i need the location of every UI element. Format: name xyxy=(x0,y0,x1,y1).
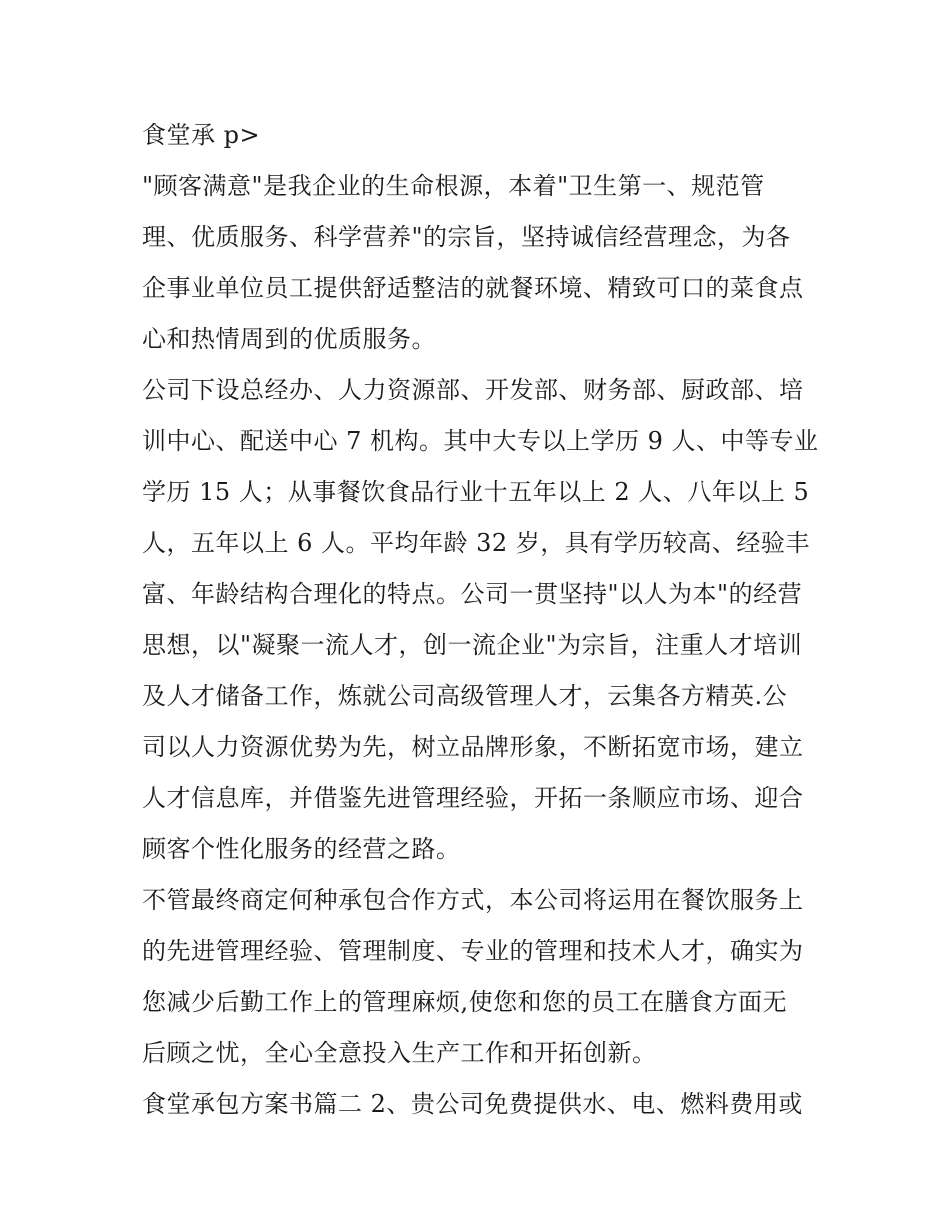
paragraph-line: 理、优质服务、科学营养"的宗旨，坚持诚信经营理念，为各 xyxy=(142,223,791,251)
paragraph-line: "顾客满意"是我企业的生命根源，本着"卫生第一、规范管 xyxy=(142,172,765,200)
paragraph-line: 学历 15 人；从事餐饮食品行业十五年以上 2 人、八年以上 5 xyxy=(142,478,810,506)
paragraph-line: 公司下设总经办、人力资源部、开发部、财务部、厨政部、培 xyxy=(142,376,804,404)
paragraph-line: 思想，以"凝聚一流人才，创一流企业"为宗旨，注重人才培训 xyxy=(142,631,803,659)
paragraph-line: 顾客个性化服务的经营之路。 xyxy=(142,835,461,863)
paragraph-line: 司以人力资源优势为先，树立品牌形象，不断拓宽市场，建立 xyxy=(142,733,804,761)
paragraph-line: 训中心、配送中心 7 机构。其中大专以上学历 9 人、中等专业 xyxy=(142,427,819,455)
paragraph-line: 企事业单位员工提供舒适整洁的就餐环境、精致可口的菜食点 xyxy=(142,274,804,302)
document-body xyxy=(142,110,819,1130)
paragraph-line: 人，五年以上 6 人。平均年龄 32 岁，具有学历较高、经验丰 xyxy=(142,529,810,557)
paragraph-line: 人才信息库，并借鉴先进管理经验，开拓一条顺应市场、迎合 xyxy=(142,784,804,812)
paragraph-line: 不管最终商定何种承包合作方式，本公司将运用在餐饮服务上 xyxy=(142,886,804,914)
paragraph-line: 心和热情周到的优质服务。 xyxy=(142,325,436,353)
heading-line: 食堂承 p> xyxy=(142,121,261,149)
paragraph-line: 及人才储备工作，炼就公司高级管理人才，云集各方精英.公 xyxy=(142,682,788,710)
paragraph-line: 的先进管理经验、管理制度、专业的管理和技术人才，确实为 xyxy=(142,937,804,965)
paragraph-line: 您减少后勤工作上的管理麻烦,使您和您的员工在膳食方面无 xyxy=(142,988,788,1016)
paragraph-line: 食堂承包方案书篇二 2、贵公司免费提供水、电、燃料费用或 xyxy=(142,1090,803,1118)
paragraph-line: 富、年龄结构合理化的特点。公司一贯坚持"以人为本"的经营 xyxy=(142,580,803,608)
paragraph-line: 后顾之忧，全心全意投入生产工作和开拓创新。 xyxy=(142,1039,657,1067)
